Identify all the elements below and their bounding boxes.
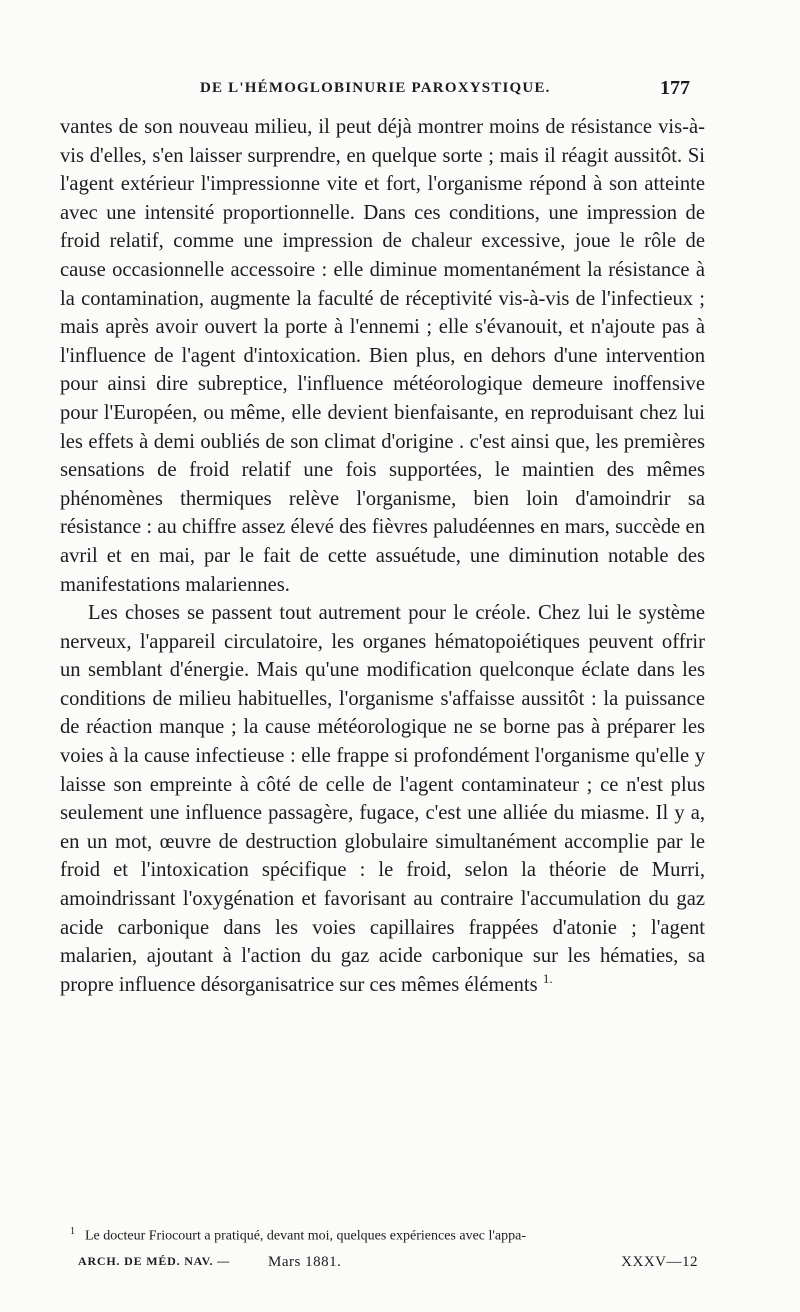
footnote-text: Le docteur Friocourt a pratiqué, devant moi, quelques expériences avec l'appa- xyxy=(85,1228,527,1244)
journal-abbreviation: ARCH. DE MÉD. NAV. — xyxy=(78,1254,230,1268)
issue-date: Mars 1881. xyxy=(268,1254,342,1270)
paragraph-2-text: Les choses se passent tout autrement pour le créole. Chez lui le système nerveux, l'appareil circulatoire, les organes hématopoiétiques peuvent offrir un semblant d'énergie. Mais qu'une modification quelconque éclate dans les conditions de milieu habituelles, l'organisme s'affaisse aussitôt : la puissance de réaction manque ; la cause météorologique ne se borne pas à préparer les voies à la cause infectieuse : elle frappe si profondément l'organisme qu'elle y laisse son empreinte à côté de celle de l'agent contaminateur ; ce n'est plus seulement une influence passagère, fugace, c'est une alliée du miasme. Il y a, en un mot, œuvre de destruction globulaire simultanément accomplie par le froid et l'intoxication spécifique : le froid, selon la théorie de Murri, amoindrissant l'oxygénation et favorisant au contraire l'accumulation du gaz acide carbonique dans les voies capillaires frappées d'atonie ; l'agent malarien, ajoutant à l'action du gaz acide carbonique sur les hématies, sa propre influence désorganisatrice sur ces mêmes éléments xyxy=(60,602,705,996)
body-text xyxy=(60,113,705,999)
footnote-number: 1 xyxy=(70,1226,75,1237)
footnote xyxy=(70,1223,710,1246)
paragraph-2 xyxy=(60,599,705,999)
footnote-reference: 1. xyxy=(542,970,553,986)
signature-line xyxy=(78,1254,698,1276)
page-number: 177 xyxy=(660,77,690,99)
running-head xyxy=(120,77,690,106)
sheet-signature: XXXV—12 xyxy=(621,1254,698,1270)
paragraph-1: vantes de son nouveau milieu, il peut déjà montrer moins de résistance vis-à-vis d'elles, s'en laisser surprendre, en quelque sorte ; mais il réagit aussitôt. Si l'agent extérieur l'impressionne vite et fort, l'organisme répond à son atteinte avec une intensité proportionnelle. Dans ces conditions, une impression de froid relatif, comme une impression de chaleur excessive, joue le rôle de cause occasionnelle accessoire : elle diminue momentanément la résistance à la contamination, augmente la faculté de réceptivité vis-à-vis de l'infectieux ; mais après avoir ouvert la porte à l'ennemi ; elle s'évanouit, et n'ajoute pas à l'influence de l'agent d'intoxication. Bien plus, en dehors d'une intervention pour ainsi dire subreptice, l'influence météorologique demeure inoffensive pour l'Européen, ou même, elle devient bienfaisante, en reproduisant chez lui les effets à demi oubliés de son climat d'origine . c'est ainsi que, les premières sensations de froid relatif une fois supportées, le maintien des mêmes phénomènes thermiques relève l'organisme, bien loin d'amoindrir sa résistance : au chiffre assez élevé des fièvres paludéennes en mars, succède en avril et en mai, par le fait de cette assuétude, une diminution notable des manifestations malariennes. xyxy=(60,116,705,596)
running-title: DE L'HÉMOGLOBINURIE PAROXYSTIQUE. xyxy=(200,80,551,96)
